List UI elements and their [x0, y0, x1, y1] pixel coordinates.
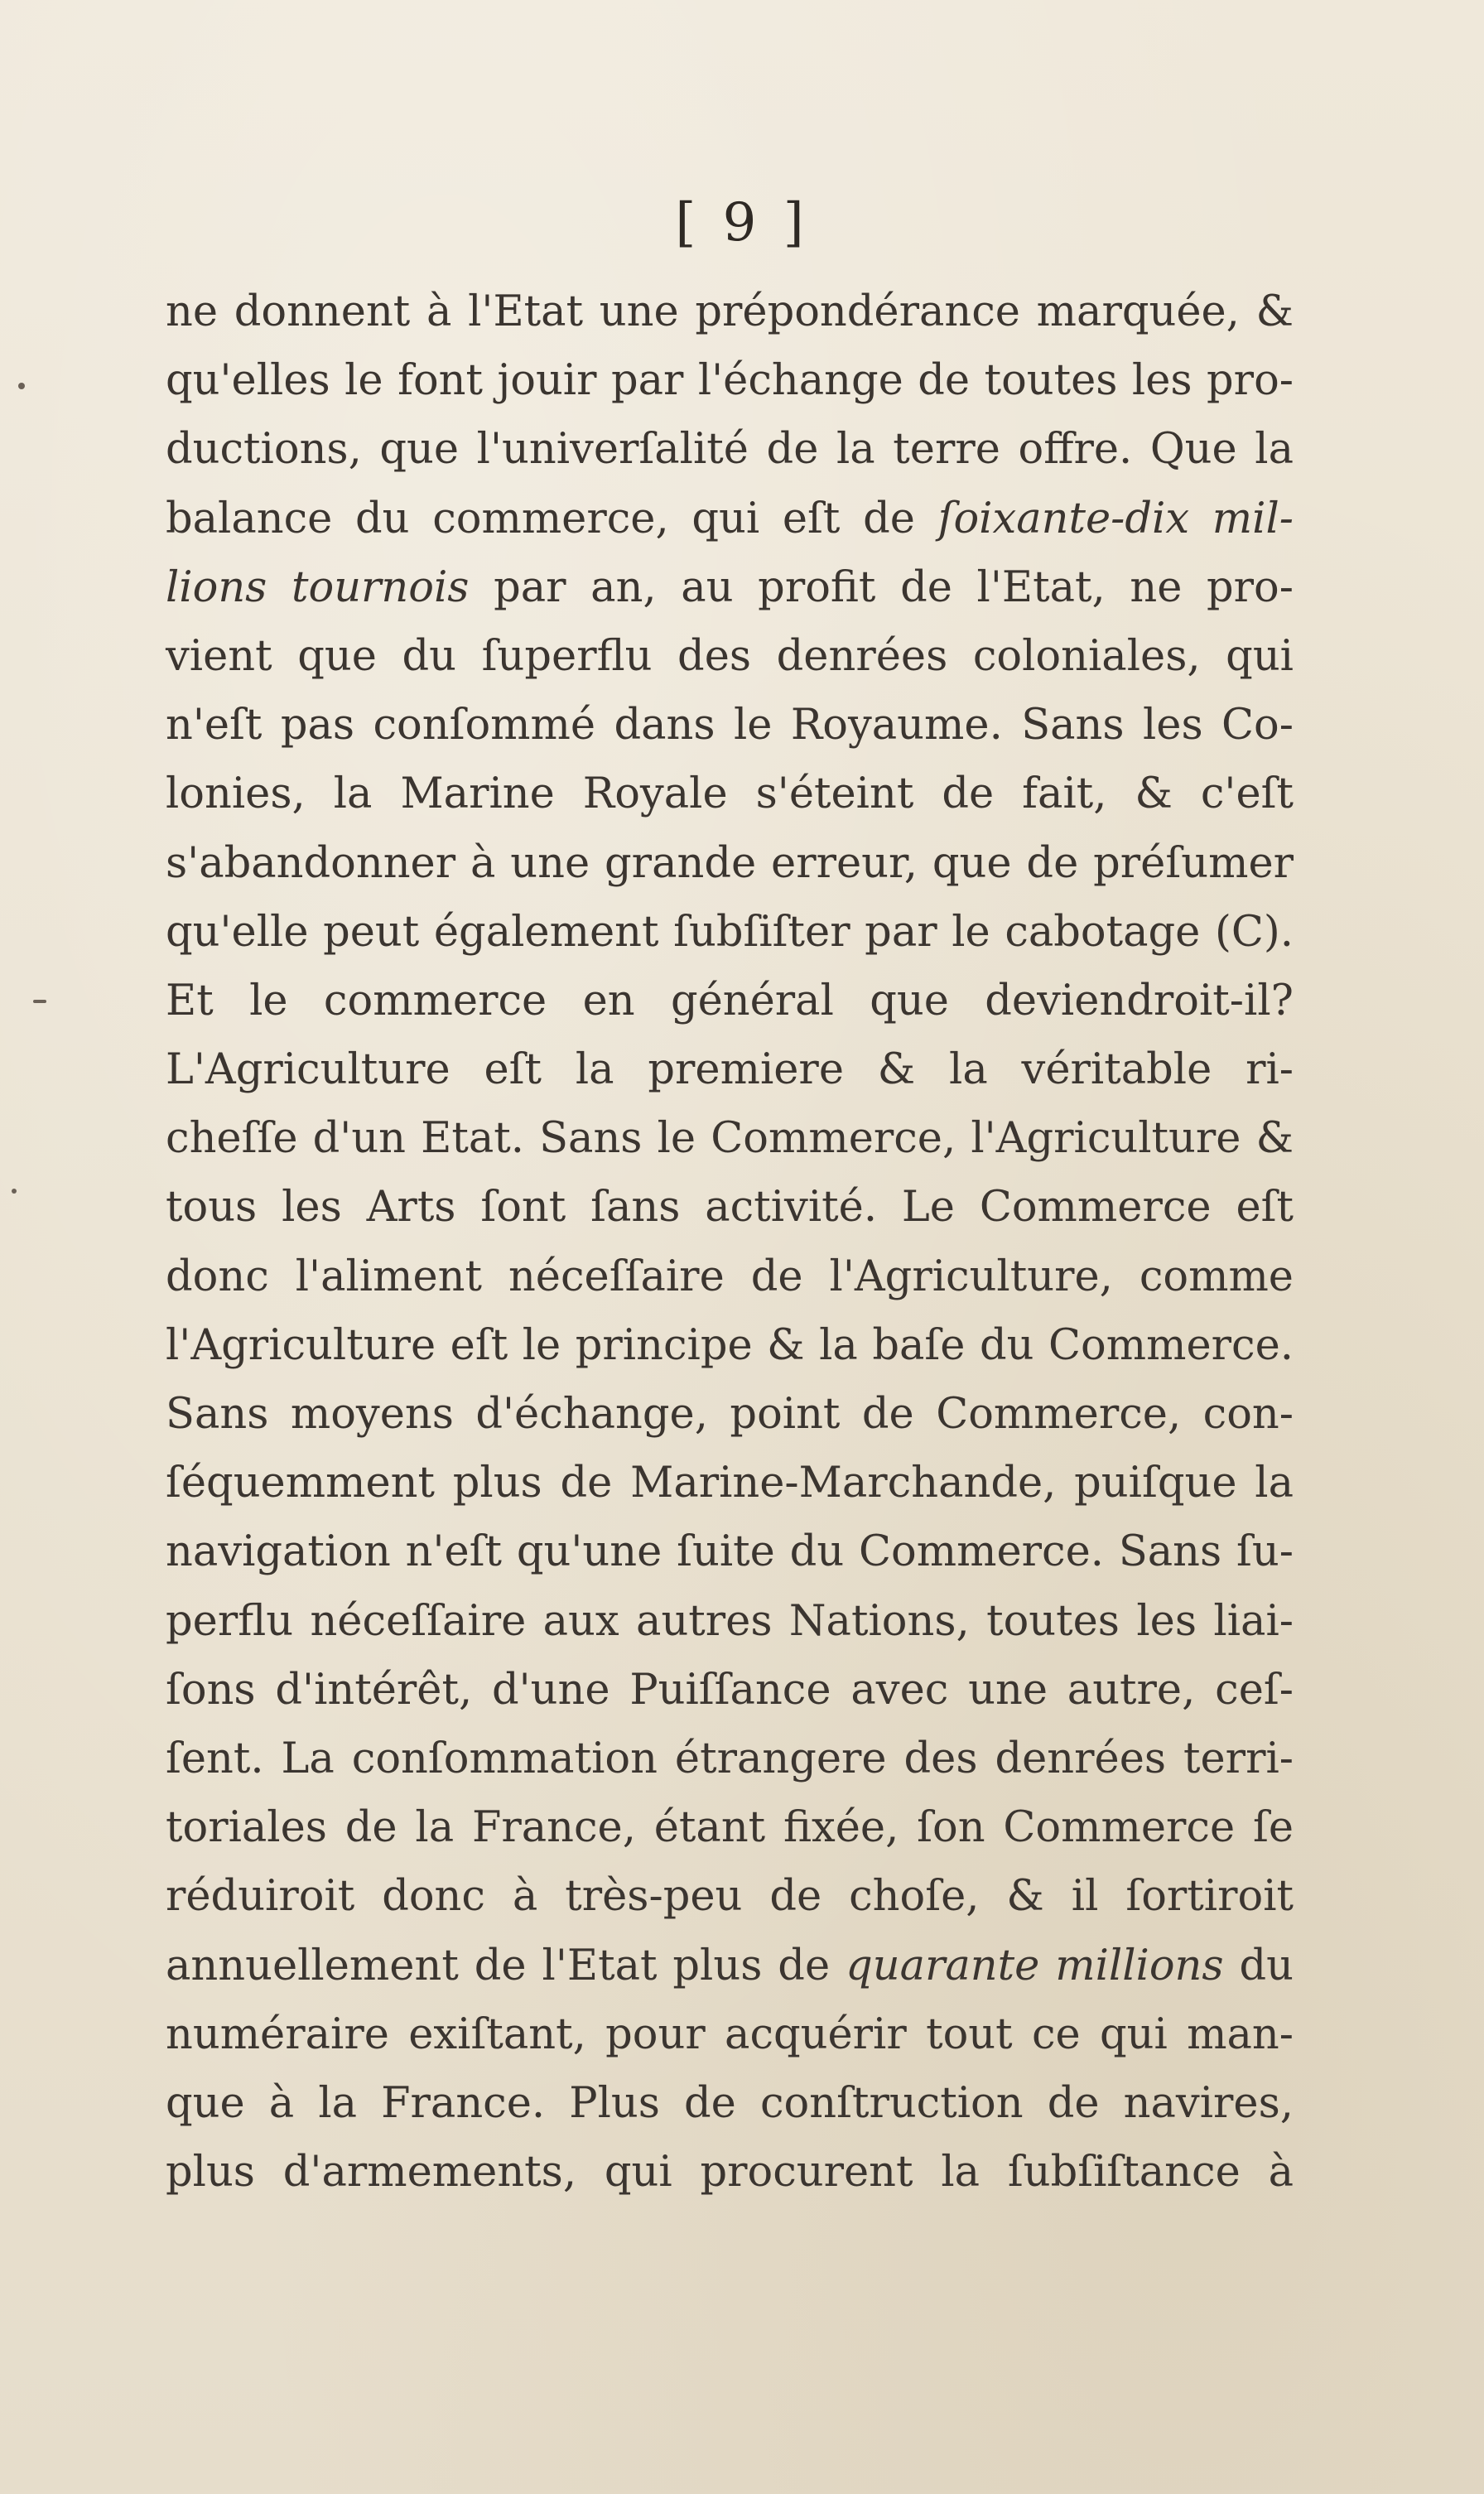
text-segment: qu'elles le font jouir par l'échange de toutes les pro-	[166, 356, 1294, 406]
italic-segment: quarante millions	[846, 1941, 1224, 1990]
ink-speck	[12, 1189, 17, 1194]
text-segment: Sans moyens d'échange, point de Commerce, con-	[166, 1390, 1294, 1439]
text-line	[166, 2069, 1294, 2138]
text-segment: réduiroit donc à très-peu de choſe, & il ſortiroit	[166, 1872, 1294, 1922]
text-line	[166, 1449, 1294, 1517]
text-line	[166, 415, 1294, 484]
text-line	[166, 1035, 1294, 1104]
text-segment: Et le commerce en général que deviendroit-il?	[166, 976, 1294, 1025]
text-line	[166, 346, 1294, 415]
text-segment: ductions, que l'univerſalité de la terre offre. Que la	[166, 425, 1294, 475]
text-segment: ſent. La conſommation étrangere des denrées terri-	[166, 1734, 1294, 1783]
text-line	[166, 2000, 1294, 2069]
text-line	[166, 1104, 1294, 1173]
page-number: [ 9 ]	[675, 192, 809, 253]
text-segment: n'eſt pas conſommé dans le Royaume. Sans les Co-	[166, 701, 1294, 750]
text-segment: lonies, la Marine Royale s'éteint de fait, & c'eſt	[166, 769, 1294, 819]
text-segment: tous les Arts ſont ſans activité. Le Commerce eſt	[166, 1183, 1294, 1233]
text-line	[166, 898, 1294, 967]
body-text	[166, 277, 1294, 2207]
text-line	[166, 1380, 1294, 1449]
text-segment: annuellement de l'Etat plus de	[166, 1941, 846, 1990]
text-segment: plus d'armements, qui procurent la ſubſiſtance à	[166, 2148, 1294, 2197]
text-segment: vient que du ſuperflu des denrées coloniales, qui	[166, 631, 1294, 681]
text-line	[166, 277, 1294, 346]
text-line	[166, 967, 1294, 1035]
italic-segment: lions tournois	[166, 562, 470, 612]
text-line	[166, 1793, 1294, 1862]
text-segment: balance du commerce, qui eſt de	[166, 494, 938, 543]
text-line	[166, 1587, 1294, 1656]
text-line	[166, 622, 1294, 691]
text-segment: ſéquemment plus de Marine-Marchande, puiſque la	[166, 1459, 1294, 1508]
text-segment: du	[1223, 1941, 1294, 1990]
ink-speck	[33, 1000, 46, 1003]
text-line	[166, 1725, 1294, 1793]
text-segment: toriales de la France, étant fixée, ſon Commerce ſe	[166, 1803, 1294, 1853]
text-segment: L'Agriculture eſt la premiere & la véritable ri-	[166, 1045, 1294, 1095]
text-line	[166, 485, 1294, 553]
text-line	[166, 2138, 1294, 2207]
text-segment: qu'elle peut également ſubſiſter par le cabotage (C).	[166, 907, 1294, 957]
text-line	[166, 691, 1294, 760]
text-line	[166, 829, 1294, 898]
text-line	[166, 1311, 1294, 1380]
text-segment: cheſſe d'un Etat. Sans le Commerce, l'Agriculture &	[166, 1114, 1294, 1164]
text-segment: numéraire exiſtant, pour acquérir tout ce qui man-	[166, 2009, 1294, 2059]
text-line	[166, 1173, 1294, 1242]
text-line	[166, 1862, 1294, 1931]
text-segment: s'abandonner à une grande erreur, que de préſumer	[166, 838, 1294, 888]
text-line	[166, 1517, 1294, 1586]
text-segment: l'Agriculture eſt le principe & la baſe du Commerce.	[166, 1320, 1294, 1370]
text-segment: donc l'aliment néceſſaire de l'Agriculture, comme	[166, 1252, 1294, 1301]
text-line	[166, 1656, 1294, 1725]
text-segment: ne donnent à l'Etat une prépondérance marquée, &	[166, 287, 1294, 336]
text-line	[166, 760, 1294, 828]
text-segment: perflu néceſſaire aux autres Nations, toutes les liai-	[166, 1596, 1294, 1646]
italic-segment: ſoixante-dix mil-	[937, 494, 1294, 543]
text-line	[166, 1242, 1294, 1311]
text-segment: navigation n'eſt qu'une ſuite du Commerce. Sans ſu-	[166, 1527, 1294, 1577]
text-line	[166, 553, 1294, 622]
ink-speck	[18, 383, 25, 389]
text-segment: que à la France. Plus de conſtruction de navires,	[166, 2078, 1294, 2128]
text-line	[166, 1932, 1294, 2000]
text-segment: par an, au profit de l'Etat, ne pro-	[469, 562, 1294, 612]
text-segment: ſons d'intérêt, d'une Puiſſance avec une autre, ceſ-	[166, 1665, 1294, 1715]
